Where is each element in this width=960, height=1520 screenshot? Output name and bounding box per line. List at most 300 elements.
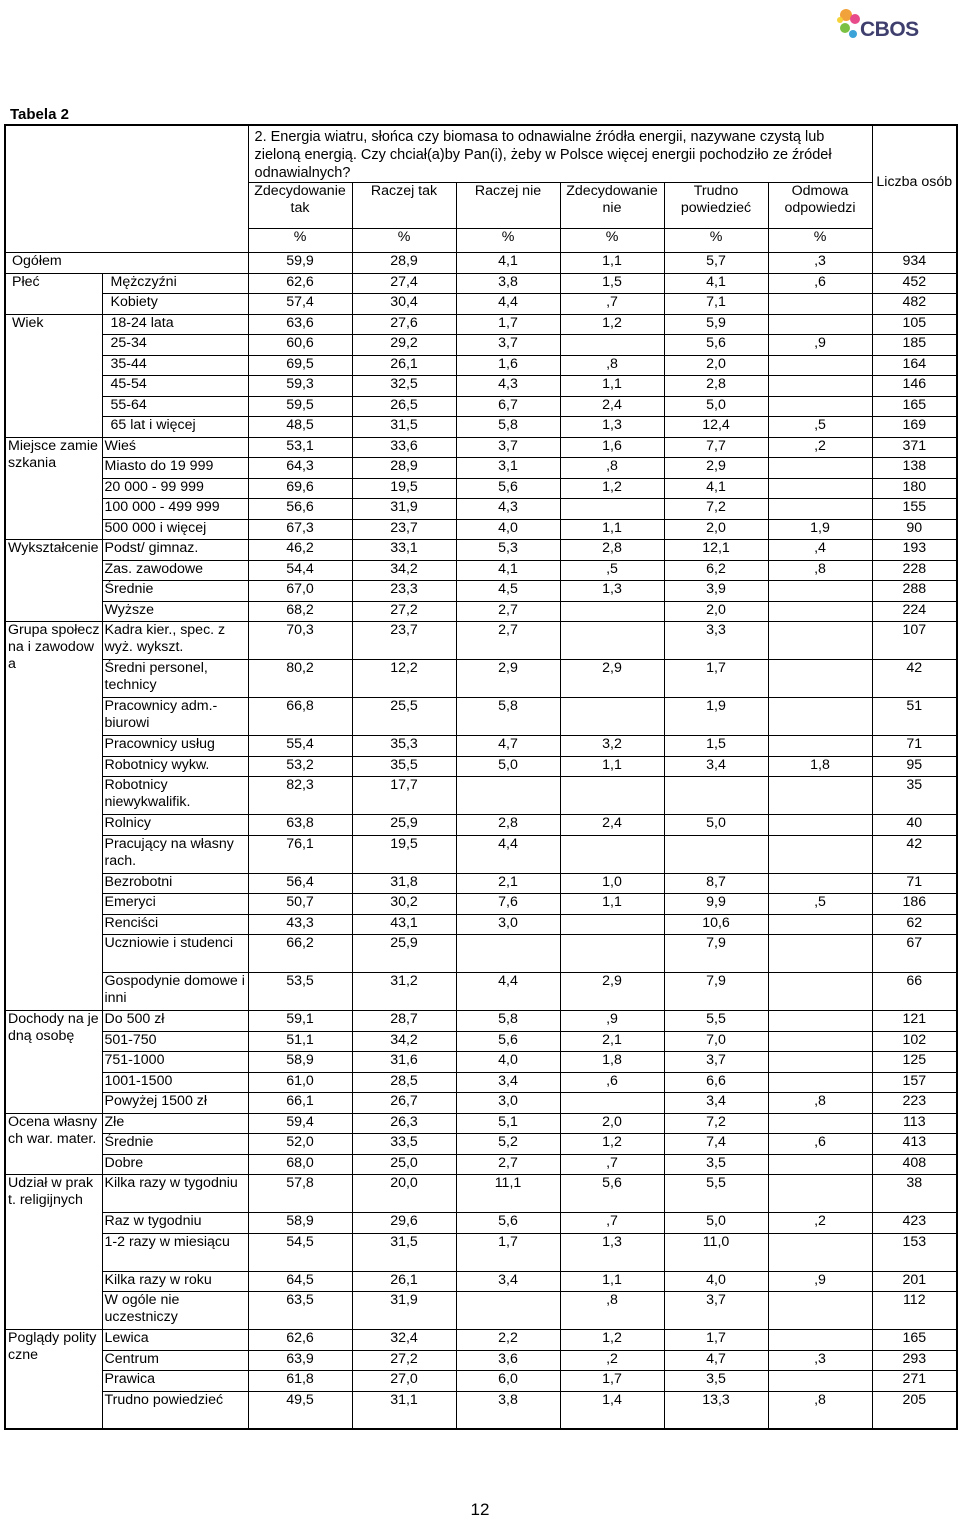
row-label: 65 lat i więcej [102, 417, 248, 438]
count-cell: 408 [872, 1154, 957, 1175]
value-cell [456, 1292, 560, 1330]
count-cell: 51 [872, 698, 957, 736]
value-cell: 34,2 [352, 1031, 456, 1052]
count-cell: 413 [872, 1134, 957, 1155]
value-cell: 43,3 [248, 914, 352, 935]
count-cell: 157 [872, 1072, 957, 1093]
value-cell: 11,1 [456, 1175, 560, 1213]
row-label: Wyższe [102, 601, 248, 622]
question-text: 2. Energia wiatru, słońca czy biomasa to odnawialne źródła energii, nazywane czystą lub zieloną energią. Czy chciał(a)by Pan(i), żeby w Polsce więcej energii pochodziło ze źródeł odnawialnych? [248, 125, 872, 183]
value-cell [768, 777, 872, 815]
value-cell: 1,1 [560, 756, 664, 777]
value-cell: ,9 [768, 335, 872, 356]
value-cell [560, 935, 664, 973]
value-cell: 4,1 [456, 560, 560, 581]
row-label: Emeryci [102, 894, 248, 915]
value-cell [768, 1072, 872, 1093]
value-cell: 27,6 [352, 314, 456, 335]
value-cell: 5,8 [456, 417, 560, 438]
value-cell: 29,2 [352, 335, 456, 356]
value-cell [768, 660, 872, 698]
value-cell: 5,2 [456, 1134, 560, 1155]
table-row [5, 417, 957, 438]
value-cell: 26,1 [352, 1271, 456, 1292]
value-cell: 5,0 [664, 1213, 768, 1234]
value-cell: 1,4 [560, 1391, 664, 1429]
value-cell [768, 914, 872, 935]
table-row [5, 314, 957, 335]
value-cell: ,8 [560, 355, 664, 376]
count-cell: 185 [872, 335, 957, 356]
value-cell: 31,6 [352, 1052, 456, 1073]
value-cell: 1,8 [768, 756, 872, 777]
value-cell [768, 1330, 872, 1351]
value-cell: 2,4 [560, 396, 664, 417]
count-cell: 113 [872, 1113, 957, 1134]
table-row [5, 1350, 957, 1371]
value-cell: 31,1 [352, 1391, 456, 1429]
value-cell: 59,1 [248, 1011, 352, 1032]
table-row [5, 376, 957, 397]
value-cell: 12,1 [664, 540, 768, 561]
value-cell: 68,0 [248, 1154, 352, 1175]
value-cell: 59,4 [248, 1113, 352, 1134]
value-cell: 3,1 [456, 458, 560, 479]
value-cell: 26,7 [352, 1093, 456, 1114]
value-cell: 7,2 [664, 1113, 768, 1134]
value-cell: 25,0 [352, 1154, 456, 1175]
value-cell: 4,1 [664, 478, 768, 499]
value-cell: 50,7 [248, 894, 352, 915]
value-cell [768, 314, 872, 335]
count-cell: 38 [872, 1175, 957, 1213]
count-cell: 90 [872, 519, 957, 540]
table-row [5, 1113, 957, 1134]
value-cell [664, 777, 768, 815]
value-cell: 53,1 [248, 437, 352, 458]
value-cell [768, 601, 872, 622]
value-cell: 4,1 [664, 273, 768, 294]
table-row [5, 835, 957, 873]
row-label: Rolnicy [102, 815, 248, 836]
group-label: Udział w prakt. religijnych [5, 1175, 102, 1330]
count-cell: 125 [872, 1052, 957, 1073]
value-cell [560, 1093, 664, 1114]
value-cell: 1,0 [560, 873, 664, 894]
percent-header: % [456, 229, 560, 253]
value-cell: 2,0 [664, 601, 768, 622]
row-label: Wieś [102, 437, 248, 458]
value-cell: 1,9 [664, 698, 768, 736]
value-cell: 31,5 [352, 417, 456, 438]
value-cell: 27,4 [352, 273, 456, 294]
value-cell: 5,3 [456, 540, 560, 561]
value-cell: 30,2 [352, 894, 456, 915]
row-label: 501-750 [102, 1031, 248, 1052]
value-cell: 31,9 [352, 1292, 456, 1330]
value-cell: 5,5 [664, 1175, 768, 1213]
value-cell: 1,7 [560, 1371, 664, 1392]
count-cell: 169 [872, 417, 957, 438]
value-cell: 2,8 [456, 815, 560, 836]
row-label: Powyżej 1500 zł [102, 1093, 248, 1114]
value-cell: 66,1 [248, 1093, 352, 1114]
value-cell: 61,8 [248, 1371, 352, 1392]
percent-header: % [352, 229, 456, 253]
value-cell [768, 698, 872, 736]
value-cell: 4,3 [456, 376, 560, 397]
value-cell [768, 873, 872, 894]
value-cell: 7,9 [664, 973, 768, 1011]
value-cell: 4,4 [456, 973, 560, 1011]
row-label: Do 500 zł [102, 1011, 248, 1032]
count-cell: 155 [872, 499, 957, 520]
value-cell: 3,0 [456, 1093, 560, 1114]
value-cell: 6,0 [456, 1371, 560, 1392]
logo-text: CBOS [860, 18, 919, 41]
value-cell: 11,0 [664, 1233, 768, 1271]
value-cell: ,7 [560, 1213, 664, 1234]
table-row [5, 1271, 957, 1292]
value-cell: 1,2 [560, 478, 664, 499]
row-label: Średni personel, technicy [102, 660, 248, 698]
value-cell [768, 935, 872, 973]
column-header: Zdecydowanie nie [560, 183, 664, 229]
count-cell: 121 [872, 1011, 957, 1032]
value-cell: 3,3 [664, 622, 768, 660]
value-cell: 4,1 [456, 253, 560, 274]
count-cell: 146 [872, 376, 957, 397]
value-cell: 53,5 [248, 973, 352, 1011]
value-cell: 28,7 [352, 1011, 456, 1032]
value-cell: 33,1 [352, 540, 456, 561]
value-cell: 31,8 [352, 873, 456, 894]
value-cell: ,3 [768, 1350, 872, 1371]
value-cell [768, 1371, 872, 1392]
row-label: Pracujący na własny rach. [102, 835, 248, 873]
value-cell: 1,1 [560, 1271, 664, 1292]
table-row [5, 601, 957, 622]
value-cell: 5,0 [456, 756, 560, 777]
count-cell: 138 [872, 458, 957, 479]
row-label: Raz w tygodniu [102, 1213, 248, 1234]
count-cell: 288 [872, 581, 957, 602]
value-cell: 3,7 [456, 437, 560, 458]
count-cell: 164 [872, 355, 957, 376]
value-cell: 2,9 [456, 660, 560, 698]
value-cell: 5,6 [456, 478, 560, 499]
value-cell: 67,3 [248, 519, 352, 540]
row-label: Kilka razy w tygodniu [102, 1175, 248, 1213]
value-cell: 31,9 [352, 499, 456, 520]
count-cell: 102 [872, 1031, 957, 1052]
count-cell: 105 [872, 314, 957, 335]
value-cell: ,8 [560, 458, 664, 479]
value-cell: 5,0 [664, 396, 768, 417]
table-row [5, 519, 957, 540]
value-cell: ,3 [768, 253, 872, 274]
table-row [5, 1391, 957, 1429]
value-cell: 31,5 [352, 1233, 456, 1271]
row-label: Gospodynie domowe i inni [102, 973, 248, 1011]
table-row [5, 1134, 957, 1155]
value-cell: 4,5 [456, 581, 560, 602]
value-cell: ,5 [768, 894, 872, 915]
table-row [5, 1052, 957, 1073]
value-cell: ,8 [768, 560, 872, 581]
table-row [5, 914, 957, 935]
count-cell: 228 [872, 560, 957, 581]
value-cell: 4,4 [456, 294, 560, 315]
value-cell [768, 581, 872, 602]
value-cell: 1,3 [560, 1233, 664, 1271]
value-cell: 3,4 [456, 1072, 560, 1093]
value-cell: 4,3 [456, 499, 560, 520]
value-cell: 69,5 [248, 355, 352, 376]
value-cell: 32,4 [352, 1330, 456, 1351]
table-row [5, 1093, 957, 1114]
value-cell: 43,1 [352, 914, 456, 935]
value-cell [768, 1031, 872, 1052]
value-cell: 58,9 [248, 1213, 352, 1234]
value-cell: 1,1 [560, 519, 664, 540]
value-cell: 2,8 [664, 376, 768, 397]
row-label: 20 000 - 99 999 [102, 478, 248, 499]
percent-header: % [768, 229, 872, 253]
value-cell: 13,3 [664, 1391, 768, 1429]
value-cell: 1,1 [560, 253, 664, 274]
value-cell: 1,6 [456, 355, 560, 376]
count-header: Liczba osób [872, 125, 957, 253]
value-cell: 63,9 [248, 1350, 352, 1371]
value-cell: 25,9 [352, 935, 456, 973]
value-cell: ,2 [768, 1213, 872, 1234]
table-row [5, 1154, 957, 1175]
value-cell [560, 777, 664, 815]
value-cell: 3,7 [456, 335, 560, 356]
value-cell [768, 499, 872, 520]
row-label: 55-64 [102, 396, 248, 417]
value-cell: 67,0 [248, 581, 352, 602]
value-cell: 7,0 [664, 1031, 768, 1052]
value-cell: 57,4 [248, 294, 352, 315]
count-cell: 153 [872, 1233, 957, 1271]
row-label: Dobre [102, 1154, 248, 1175]
row-label: Lewica [102, 1330, 248, 1351]
value-cell: 3,5 [664, 1371, 768, 1392]
count-cell: 452 [872, 273, 957, 294]
row-label: Zas. zawodowe [102, 560, 248, 581]
value-cell [768, 1292, 872, 1330]
row-label: Kobiety [102, 294, 248, 315]
table-row [5, 335, 957, 356]
group-label: Ocena własnych war. mater. [5, 1113, 102, 1175]
value-cell: 2,2 [456, 1330, 560, 1351]
value-cell [768, 478, 872, 499]
count-cell: 165 [872, 1330, 957, 1351]
table-row [5, 355, 957, 376]
value-cell: 5,0 [664, 815, 768, 836]
value-cell: 62,6 [248, 273, 352, 294]
value-cell: 2,9 [560, 973, 664, 1011]
count-cell: 180 [872, 478, 957, 499]
value-cell: ,7 [560, 294, 664, 315]
value-cell: 25,5 [352, 698, 456, 736]
table-row [5, 1011, 957, 1032]
count-cell: 107 [872, 622, 957, 660]
row-label: 751-1000 [102, 1052, 248, 1073]
value-cell: 1,5 [560, 273, 664, 294]
value-cell: ,5 [560, 560, 664, 581]
value-cell: 59,9 [248, 253, 352, 274]
value-cell [768, 376, 872, 397]
value-cell [560, 601, 664, 622]
value-cell [560, 335, 664, 356]
value-cell [768, 736, 872, 757]
value-cell: ,9 [560, 1011, 664, 1032]
value-cell: 66,8 [248, 698, 352, 736]
value-cell: 35,5 [352, 756, 456, 777]
value-cell: 7,1 [664, 294, 768, 315]
table-caption: Tabela 2 [10, 106, 69, 123]
value-cell: ,4 [768, 540, 872, 561]
value-cell: 5,6 [664, 335, 768, 356]
table-row [5, 935, 957, 973]
value-cell: ,2 [768, 437, 872, 458]
value-cell: 1,7 [456, 314, 560, 335]
value-cell: 60,6 [248, 335, 352, 356]
column-header: Raczej tak [352, 183, 456, 229]
value-cell: 51,1 [248, 1031, 352, 1052]
value-cell: 1,7 [664, 660, 768, 698]
value-cell: 7,6 [456, 894, 560, 915]
count-cell: 42 [872, 660, 957, 698]
row-label: Pracownicy usług [102, 736, 248, 757]
value-cell: 3,4 [456, 1271, 560, 1292]
value-cell: 69,6 [248, 478, 352, 499]
value-cell: 23,7 [352, 519, 456, 540]
value-cell: 7,9 [664, 935, 768, 973]
value-cell: 26,1 [352, 355, 456, 376]
table-row [5, 1072, 957, 1093]
row-label: Robotnicy niewykwalifik. [102, 777, 248, 815]
count-cell: 67 [872, 935, 957, 973]
table-row [5, 815, 957, 836]
value-cell: 63,5 [248, 1292, 352, 1330]
table-row [5, 777, 957, 815]
row-label: 500 000 i więcej [102, 519, 248, 540]
value-cell: 57,8 [248, 1175, 352, 1213]
value-cell: ,6 [768, 273, 872, 294]
row-label: 100 000 - 499 999 [102, 499, 248, 520]
count-cell: 40 [872, 815, 957, 836]
value-cell: 20,0 [352, 1175, 456, 1213]
value-cell: 66,2 [248, 935, 352, 973]
value-cell: 19,5 [352, 835, 456, 873]
percent-header: % [664, 229, 768, 253]
value-cell: 61,0 [248, 1072, 352, 1093]
count-cell: 95 [872, 756, 957, 777]
row-label: Złe [102, 1113, 248, 1134]
table-row [5, 873, 957, 894]
value-cell: 4,7 [664, 1350, 768, 1371]
value-cell: 1,7 [664, 1330, 768, 1351]
value-cell: 7,4 [664, 1134, 768, 1155]
table-row [5, 581, 957, 602]
table-row [5, 273, 957, 294]
value-cell: 3,9 [664, 581, 768, 602]
value-cell: 5,1 [456, 1113, 560, 1134]
column-header: Trudno powiedzieć [664, 183, 768, 229]
value-cell: 56,4 [248, 873, 352, 894]
row-label: Średnie [102, 581, 248, 602]
value-cell: 5,8 [456, 1011, 560, 1032]
group-label: Płeć [5, 273, 102, 314]
value-cell: 5,6 [560, 1175, 664, 1213]
value-cell: 5,5 [664, 1011, 768, 1032]
row-label: Centrum [102, 1350, 248, 1371]
value-cell: 80,2 [248, 660, 352, 698]
value-cell: 3,8 [456, 273, 560, 294]
value-cell: 12,2 [352, 660, 456, 698]
count-cell: 205 [872, 1391, 957, 1429]
table-row [5, 698, 957, 736]
table-row [5, 756, 957, 777]
row-label: Miasto do 19 999 [102, 458, 248, 479]
group-label: Wiek [5, 314, 102, 437]
table-row [5, 1175, 957, 1213]
value-cell: ,9 [768, 1271, 872, 1292]
value-cell: 82,3 [248, 777, 352, 815]
value-cell [768, 355, 872, 376]
row-label: 1-2 razy w miesiącu [102, 1233, 248, 1271]
group-label: Dochody na jedną osobę [5, 1011, 102, 1114]
page-number: 12 [470, 1500, 490, 1519]
row-label: Kadra kier., spec. z wyż. wykszt. [102, 622, 248, 660]
count-cell: 62 [872, 914, 957, 935]
row-label: Bezrobotni [102, 873, 248, 894]
row-label: W ogóle nie uczestniczy [102, 1292, 248, 1330]
value-cell: 2,0 [664, 355, 768, 376]
column-header: Raczej nie [456, 183, 560, 229]
value-cell: 6,7 [456, 396, 560, 417]
table-row [5, 499, 957, 520]
table-row [5, 540, 957, 561]
value-cell [560, 835, 664, 873]
value-cell: 1,2 [560, 1330, 664, 1351]
row-label: Robotnicy wykw. [102, 756, 248, 777]
group-label: Wykształcenie [5, 540, 102, 622]
row-label: Podst/ gimnaz. [102, 540, 248, 561]
value-cell: 4,0 [456, 519, 560, 540]
value-cell: 54,5 [248, 1233, 352, 1271]
table-row [5, 622, 957, 660]
value-cell: 56,6 [248, 499, 352, 520]
percent-header: % [560, 229, 664, 253]
row-label: Mężczyźni [102, 273, 248, 294]
value-cell: 27,2 [352, 601, 456, 622]
count-cell: 224 [872, 601, 957, 622]
count-cell: 423 [872, 1213, 957, 1234]
table-row [5, 1031, 957, 1052]
value-cell: 23,7 [352, 622, 456, 660]
group-label: Miejsce zamieszkania [5, 437, 102, 540]
value-cell: 3,8 [456, 1391, 560, 1429]
value-cell: ,6 [768, 1134, 872, 1155]
table-row [5, 1292, 957, 1330]
row-label: Uczniowie i studenci [102, 935, 248, 973]
value-cell: 6,6 [664, 1072, 768, 1093]
